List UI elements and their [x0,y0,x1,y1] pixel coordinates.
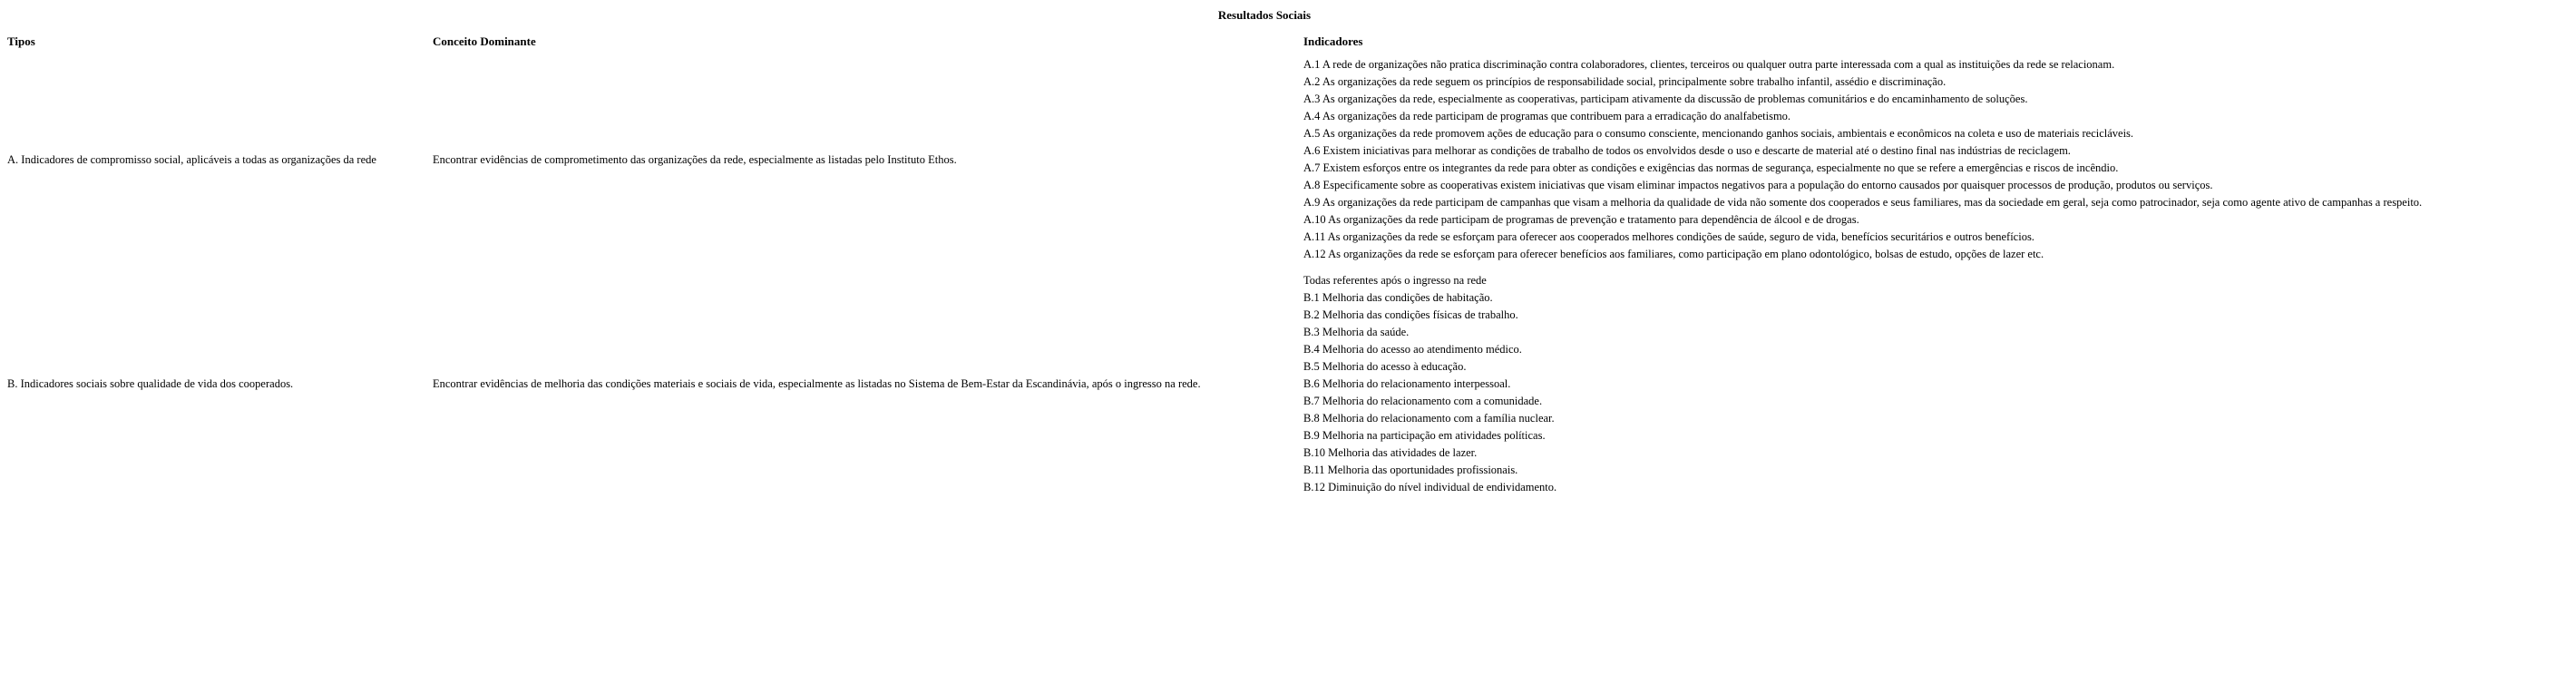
list-item: A.6 Existem iniciativas para melhorar as condições de trabalho de todos os envolvidos desde o uso e descarte de material até o destino final nas indústrias de reciclagem. [1303,144,2071,157]
header-row [6,32,2423,51]
list-item: A.2 As organizações da rede seguem os princípios de responsabilidade social, principalmente sobre trabalho infantil, assédio e discriminação. [1303,75,1947,88]
results-table [5,30,2425,502]
header-conceito-dominante: Conceito Dominante [433,34,536,48]
caption-text: Resultados Sociais [1217,8,1312,22]
table-caption [0,8,2576,23]
indicator-list-b [1303,289,2422,496]
conceito-cell: Encontrar evidências de comprometimento das organizações da rede, especialmente as listadas pelo Instituto Ethos. [433,152,957,166]
indicadores-cell [1303,53,2423,267]
table-row-a [6,53,2423,267]
table-row-b [6,269,2423,500]
list-item: B.9 Melhoria na participação em atividades políticas. [1303,429,1546,442]
list-item: A.5 As organizações da rede promovem ações de educação para o consumo consciente, mencionando ganhos sociais, ambientais e econômicos na coleta e uso de materiais recicláveis. [1303,127,2134,140]
list-item: B.10 Melhoria das atividades de lazer. [1303,446,1478,459]
indicator-list-a [1303,56,2422,263]
list-item: B.12 Diminuição do nível individual de endividamento. [1303,481,1557,493]
tipo-cell: B. Indicadores sociais sobre qualidade de vida dos cooperados. [7,377,294,390]
list-item: B.8 Melhoria do relacionamento com a família nuclear. [1303,412,1555,425]
header-tipos: Tipos [7,34,35,48]
list-item: A.7 Existem esforços entre os integrantes da rede para obter as condições e exigências das normas de segurança, especialmente no que se refere a emergências e riscos de incêndio. [1303,161,2119,174]
indicator-intro: Todas referentes após o ingresso na rede [1303,274,1487,287]
list-item: B.3 Melhoria da saúde. [1303,326,1410,338]
list-item: B.1 Melhoria das condições de habitação. [1303,291,1493,304]
header-indicadores: Indicadores [1303,34,1363,48]
list-item: A.11 As organizações da rede se esforçam para oferecer aos cooperados melhores condições de saúde, seguro de vida, benefícios securitários e outros benefícios. [1303,230,2034,243]
list-item: A.12 As organizações da rede se esforçam para oferecer benefícios aos familiares, como participação em plano odontológico, bolsas de estudo, opções de lazer etc. [1303,248,2044,260]
list-item: B.7 Melhoria do relacionamento com a comunidade. [1303,395,1543,407]
list-item: B.6 Melhoria do relacionamento interpessoal. [1303,377,1511,390]
conceito-cell: Encontrar evidências de melhoria das condições materiais e sociais de vida, especialmente as listadas no Sistema de Bem-Estar da Escandinávia, após o ingresso na rede. [433,377,1201,390]
list-item: B.5 Melhoria do acesso à educação. [1303,360,1467,373]
list-item: B.11 Melhoria das oportunidades profissionais. [1303,464,1518,476]
list-item: A.9 As organizações da rede participam de campanhas que visam a melhoria da qualidade de vida não somente dos cooperados e seus familiares, mas da sociedade em geral, seja como patrocinador, seja como agente ativo de campanhas a respeito. [1303,196,2423,209]
list-item: B.4 Melhoria do acesso ao atendimento médico. [1303,343,1522,356]
list-item: A.3 As organizações da rede, especialmente as cooperativas, participam ativamente da discussão de problemas comunitários e do encaminhamento de soluções. [1303,93,2028,105]
list-item: A.8 Especificamente sobre as cooperativas existem iniciativas que visam eliminar impactos negativos para a população do entorno causados por quaisquer processos de produção, produtos ou serviços. [1303,179,2213,191]
tipo-cell: A. Indicadores de compromisso social, aplicáveis a todas as organizações da rede [7,152,376,166]
list-item: B.2 Melhoria das condições físicas de trabalho. [1303,308,1518,321]
list-item: A.4 As organizações da rede participam de programas que contribuem para a erradicação do analfabetismo. [1303,110,1791,122]
indicadores-cell [1303,269,2423,500]
list-item: A.10 As organizações da rede participam de programas de prevenção e tratamento para dependência de álcool e de drogas. [1303,213,1859,226]
list-item: A.1 A rede de organizações não pratica discriminação contra colaboradores, clientes, terceiros ou qualquer outra parte interessada com a qual as instituições da rede se relacionam. [1303,58,2115,71]
